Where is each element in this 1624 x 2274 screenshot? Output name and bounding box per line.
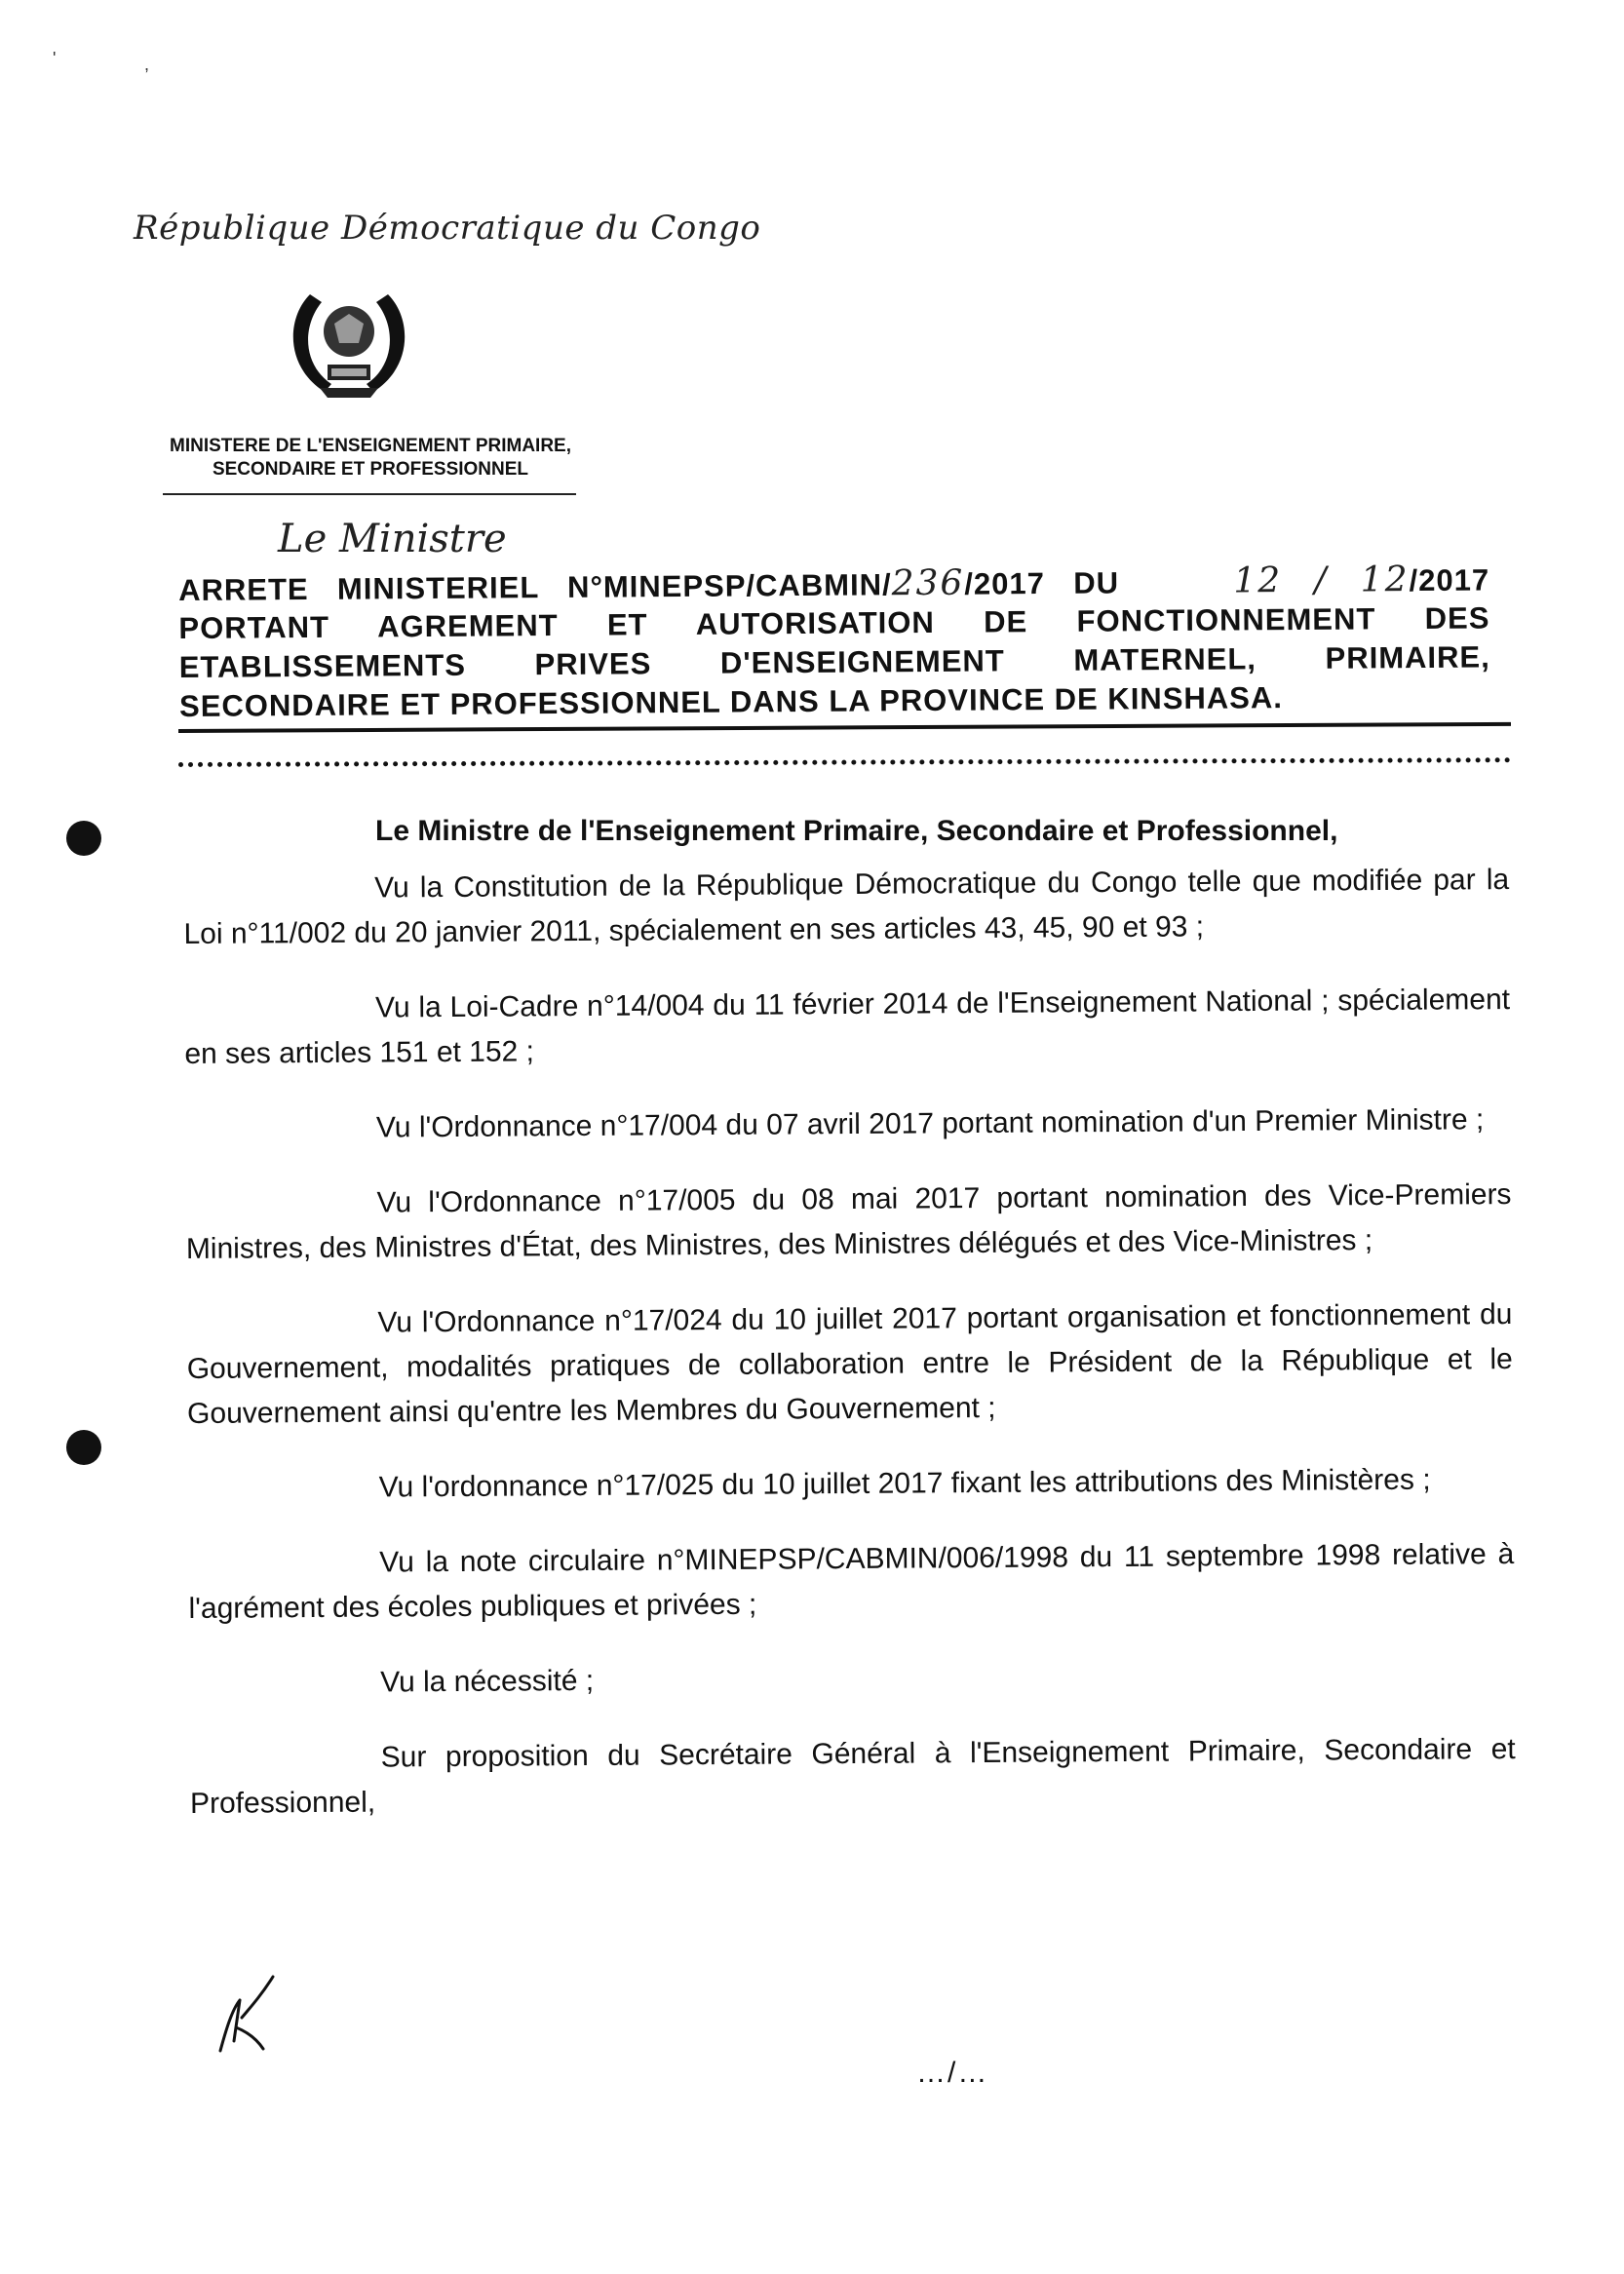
paragraph: Vu l'Ordonnance n°17/004 du 07 avril 2017 portant nomination d'un Premier Ministre ; [375,1103,1485,1144]
paragraph: Sur proposition du Secrétaire Général à l'Enseignement Primaire, Secondaire et Professionnel, [189,1733,1516,1820]
considerations [183,858,1516,1857]
paragraph: Vu la Constitution de la République Démocratique du Congo telle que modifiée par la Loi n°11/002 du 20 janvier 2011, spécialement en ses articles 43, 45, 90 et 93 ; [183,864,1510,950]
ministry-line-2: SECONDAIRE ET PROFESSIONNEL [212,459,529,480]
handwritten-date: 12 / 12 [1233,559,1410,601]
scan-mark: , [144,55,150,74]
paragraph: Vu l'Ordonnance n°17/005 du 08 mai 2017 portant nomination des Vice-Premiers Ministres, des Ministres d'État, des Ministres, des Ministres délégués et des Vice-Ministres ; [185,1178,1512,1265]
punch-hole [66,821,101,856]
minister-title: Le Ministre [278,517,507,561]
paragraph: Vu la Loi-Cadre n°14/004 du 11 février 2014 de l'Enseignement National ; spécialement en ses articles 151 et 152 ; [184,983,1511,1070]
coat-of-arms-icon [281,275,417,411]
ministry-line-1: MINISTERE DE L'ENSEIGNEMENT PRIMAIRE, [170,436,571,456]
paragraph: Vu l'ordonnance n°17/025 du 10 juillet 2017 fixant les attributions des Ministères ; [378,1463,1431,1504]
page-continuation: …/… [916,2057,989,2089]
divider [163,493,576,495]
initials-signature-icon [213,1971,281,2057]
handwritten-number: 236 [891,562,965,604]
title-line-4: SECONDAIRE ET PROFESSIONNEL DANS LA PROVINCE DE KINSHASA. [178,680,1284,723]
republic-heading: République Démocratique du Congo [134,209,761,248]
paragraph: Vu l'Ordonnance n°17/024 du 10 juillet 2017 portant organisation et fonctionnement du Gouvernement, modalités pratiques de collaboration entre le Président de la République et le Gouvernement ainsi qu'entre les Membres du Gouvernement ; [186,1298,1513,1430]
punch-hole [66,1430,101,1465]
title-line-3: ETABLISSEMENTS PRIVES D'ENSEIGNEMENT MATERNEL, PRIMAIRE, [178,639,1490,684]
scan-mark: ' [53,49,57,68]
paragraph: Vu la note circulaire n°MINEPSP/CABMIN/006/1998 du 11 septembre 1998 relative à l'agrément des écoles publiques et privées ; [188,1538,1515,1625]
title-line-1: ARRETE MINISTERIEL N°MINEPSP/CABMIN/236/2017 DU 12 / 12/2017 [178,559,1490,607]
ministry-name [156,435,585,482]
dotted-divider [178,757,1511,767]
title-line-2: PORTANT AGREMENT ET AUTORISATION DE FONCTIONNEMENT DES [178,600,1490,645]
paragraph: Vu la nécessité ; [380,1664,595,1699]
preamble: Le Ministre de l'Enseignement Primaire, Secondaire et Professionnel, [375,815,1338,847]
decree-date: DU 12 / 12/2017 [1073,559,1490,601]
decree-title [178,559,1490,726]
decree-reference: N°MINEPSP/CABMIN/236/2017 [566,562,1046,604]
